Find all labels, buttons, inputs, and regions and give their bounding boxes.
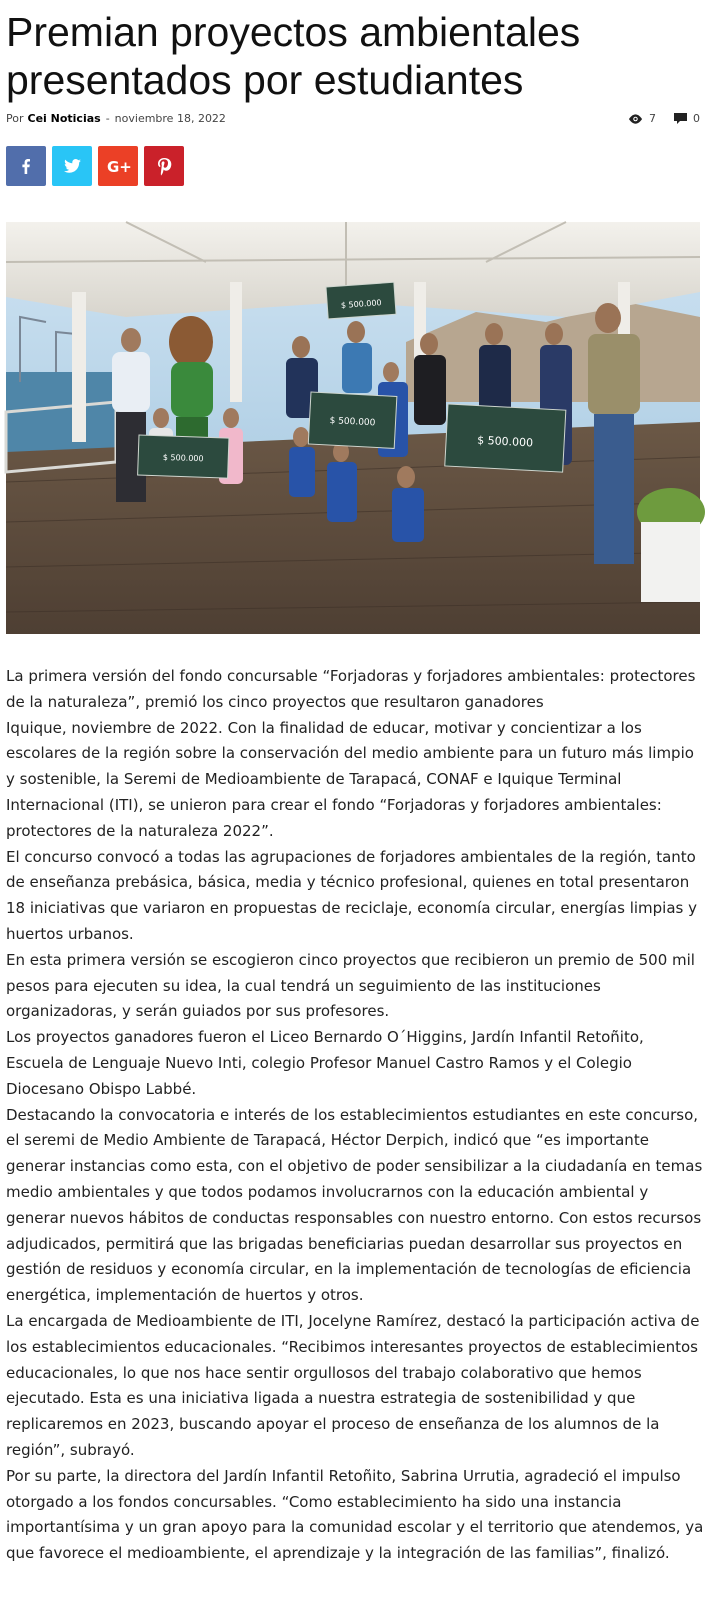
article-paragraph: Iquique, noviembre de 2022. Con la finalidad de educar, motivar y concientizar a los escolares de la región sobre la conservación del medio ambiente para un futuro más limpio y sostenible, la Seremi de Medioambiente de Tarapacá, CONAF e Iquique Terminal Internacional (ITI), se unieron para crear el fondo “Forjadoras y forjadores ambientales: protectores de la naturaleza 2022”.: [6, 718, 694, 840]
views-count: [628, 112, 656, 125]
comments-value: 0: [693, 112, 700, 125]
article-paragraph: La encargada de Medioambiente de ITI, Jocelyne Ramírez, destacó la participación activa de los establecimientos educacionales. “Recibimos interesantes proyectos de establecimientos educacionales, lo que nos hace sentir orgullosos del trabajo colaborativo que hemos ejecutado. Esta es una iniciativa ligada a nuestra estrategia de sostenibilidad y que replicaremos en 2023, buscando apoyar el proceso de enseñanza de los alumnos de la región”, subrayó.: [6, 1311, 700, 1459]
byline-label: Por: [6, 112, 24, 125]
svg-text:G+: G+: [107, 158, 132, 176]
article-paragraph: El concurso convocó a todas las agrupaciones de forjadores ambientales de la región, tanto de enseñanza prebásica, básica, media y técnico profesional, quienes en total presentaron 18 iniciativas que variaron en propuestas de reciclaje, economía circular, energías limpias y huertos urbanos.: [6, 847, 697, 943]
sign-amount: $ 500.000: [162, 452, 204, 464]
share-buttons: [6, 146, 190, 186]
article-paragraph: Destacando la convocatoria e interés de los establecimientos estudiantes en este concurso, el seremi de Medio Ambiente de Tarapacá, Héctor Derpich, indicó que “es importante generar instancias como esta, con el objetivo de poder sensibilizar a la ciudadanía en temas medio ambientales y que todos podamos involucrarnos con la educación ambiental y generar nuevos hábitos de conductas responsables con nuestro entorno. Con estos recursos adjudicados, permitirá que las brigadas beneficiarias puedan desarrollar sus proyectos en gestión de residuos y economía circular, en la implementación de tecnologías de eficiencia energética, implementación de huertos y otros.: [6, 1105, 703, 1305]
group-photo: [6, 222, 700, 634]
facebook-icon: [22, 159, 30, 174]
article-paragraph: Por su parte, la directora del Jardín Infantil Retoñito, Sabrina Urrutia, agradeció el impulso otorgado a los fondos concursables. “Como establecimiento ha sido una instancia importantísima y un gran apoyo para la comunidad escolar y el territorio que atendemos, ya que favorece el medioambiente, el aprendizaje y la integración de las familias”, finalizó.: [6, 1466, 704, 1563]
article-paragraph: En esta primera versión se escogieron cinco proyectos que recibieron un premio de 500 mil pesos para ejecuten su idea, la cual tendrá un seguimiento de las instituciones organizadoras, y serán guiados por sus profesores.: [6, 950, 695, 1021]
article-stats: [610, 112, 700, 125]
sign-amount: $ 500.000: [340, 298, 382, 310]
google-plus-share-button[interactable]: [98, 146, 138, 186]
article-paragraph: La primera versión del fondo concursable “Forjadoras y forjadores ambientales: protectores de la naturaleza”, premió los cinco proyectos que resultaron ganadores: [6, 667, 696, 711]
publish-date: noviembre 18, 2022: [114, 112, 226, 125]
sign-amount: $ 500.000: [476, 433, 534, 450]
pinterest-icon: [158, 158, 170, 174]
facebook-share-button[interactable]: [6, 146, 46, 186]
sign-amount: $ 500.000: [329, 416, 376, 429]
author-link[interactable]: Cei Noticias: [27, 112, 101, 125]
article-paragraph: Los proyectos ganadores fueron el Liceo Bernardo O´Higgins, Jardín Infantil Retoñito, Escuela de Lenguaje Nuevo Inti, colegio Profesor Manuel Castro Ramos y el Colegio Diocesano Obispo Labbé.: [6, 1028, 644, 1098]
article-body: [6, 664, 704, 1567]
twitter-icon: [64, 159, 81, 173]
article-photo: [6, 222, 700, 634]
meta-separator: -: [105, 112, 110, 125]
views-value: 7: [649, 112, 656, 125]
eye-icon: [628, 114, 643, 124]
pinterest-share-button[interactable]: [144, 146, 184, 186]
twitter-share-button[interactable]: [52, 146, 92, 186]
article-title: Premian proyectos ambientales presentados por estudiantes: [6, 9, 581, 103]
article-meta: [6, 112, 700, 130]
google-plus-icon: [107, 158, 132, 176]
comments-count[interactable]: [674, 112, 700, 125]
comment-icon: [674, 113, 687, 124]
